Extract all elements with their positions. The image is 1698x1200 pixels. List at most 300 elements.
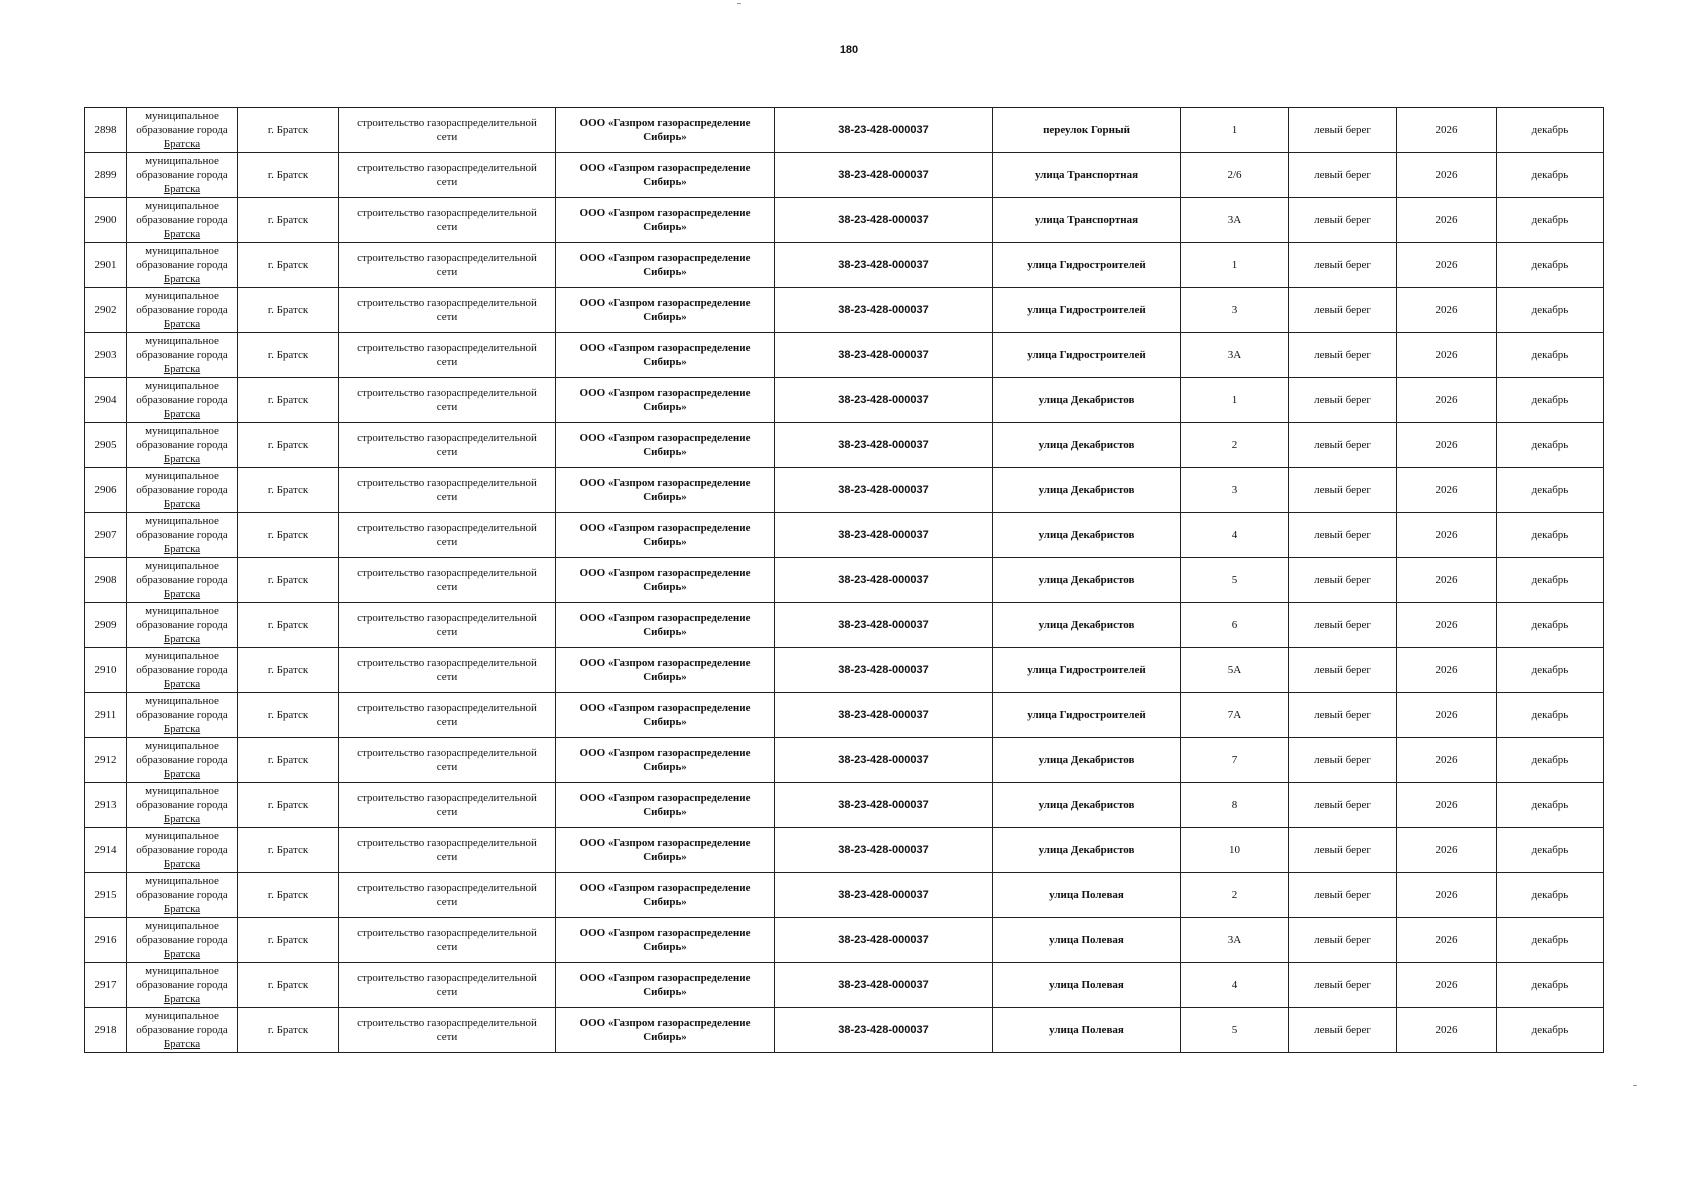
organization-cell [556, 243, 775, 288]
work-type-line: сети [436, 761, 458, 773]
work-type-line: сети [436, 536, 458, 548]
year-cell: 2026 [1397, 423, 1497, 468]
municipality-line: Братска [163, 858, 201, 870]
municipality-cell [127, 963, 238, 1008]
organization-line: Сибирь» [643, 851, 687, 863]
organization-line: Сибирь» [643, 986, 687, 998]
house-number-cell: 3 [1181, 468, 1289, 513]
work-type-line: строительство газораспределительной [357, 792, 537, 804]
municipality-line: муниципальное [145, 875, 219, 887]
municipality-cell [127, 693, 238, 738]
row-number: 2906 [85, 468, 127, 513]
work-type-line: строительство газораспределительной [357, 657, 537, 669]
organization-line: Сибирь» [643, 401, 687, 413]
municipality-cell [127, 468, 238, 513]
bank-cell: левый берег [1289, 918, 1397, 963]
organization-line: Сибирь» [643, 806, 687, 818]
organization-line: Сибирь» [643, 761, 687, 773]
bank-cell: левый берег [1289, 288, 1397, 333]
scan-speck [1633, 1085, 1637, 1086]
house-number-cell: 1 [1181, 378, 1289, 423]
city-cell: г. Братск [238, 513, 339, 558]
object-code-cell: 38-23-428-000037 [775, 468, 993, 513]
month-cell: декабрь [1497, 918, 1604, 963]
work-type-line: сети [436, 806, 458, 818]
table-row [85, 513, 1604, 558]
city-cell: г. Братск [238, 423, 339, 468]
organization-line: Сибирь» [643, 626, 687, 638]
work-type-line: сети [436, 896, 458, 908]
organization-cell [556, 873, 775, 918]
page-number: 180 [839, 44, 859, 56]
house-number-cell: 6 [1181, 603, 1289, 648]
work-type-line: сети [436, 941, 458, 953]
bank-cell: левый берег [1289, 423, 1397, 468]
work-type-line: строительство газораспределительной [357, 567, 537, 579]
organization-cell [556, 1008, 775, 1053]
street-cell: улица Декабристов [993, 558, 1181, 603]
table-row [85, 558, 1604, 603]
house-number-cell: 4 [1181, 963, 1289, 1008]
table-row [85, 828, 1604, 873]
municipality-line: муниципальное [145, 560, 219, 572]
month-cell: декабрь [1497, 333, 1604, 378]
work-type-line: сети [436, 581, 458, 593]
year-cell: 2026 [1397, 918, 1497, 963]
street-cell: улица Декабристов [993, 423, 1181, 468]
month-cell: декабрь [1497, 513, 1604, 558]
bank-cell: левый берег [1289, 828, 1397, 873]
bank-cell: левый берег [1289, 333, 1397, 378]
row-number: 2918 [85, 1008, 127, 1053]
year-cell: 2026 [1397, 288, 1497, 333]
row-number: 2915 [85, 873, 127, 918]
municipality-line: Братска [163, 768, 201, 780]
month-cell: декабрь [1497, 783, 1604, 828]
month-cell: декабрь [1497, 828, 1604, 873]
house-number-cell: 1 [1181, 108, 1289, 153]
street-cell: улица Декабристов [993, 783, 1181, 828]
year-cell: 2026 [1397, 558, 1497, 603]
work-type-line: строительство газораспределительной [357, 882, 537, 894]
municipality-line: Братска [163, 318, 201, 330]
house-number-cell: 2 [1181, 873, 1289, 918]
organization-cell [556, 828, 775, 873]
month-cell: декабрь [1497, 693, 1604, 738]
year-cell: 2026 [1397, 828, 1497, 873]
organization-cell [556, 333, 775, 378]
organization-line: ООО «Газпром газораспределение [579, 522, 751, 534]
table-row [85, 873, 1604, 918]
municipality-line: Братска [163, 903, 201, 915]
object-code-cell: 38-23-428-000037 [775, 1008, 993, 1053]
municipality-line: муниципальное [145, 515, 219, 527]
object-code-cell: 38-23-428-000037 [775, 603, 993, 648]
month-cell: декабрь [1497, 288, 1604, 333]
table-row [85, 648, 1604, 693]
bank-cell: левый берег [1289, 513, 1397, 558]
city-cell: г. Братск [238, 198, 339, 243]
municipality-line: Братска [163, 273, 201, 285]
row-number: 2913 [85, 783, 127, 828]
organization-cell [556, 603, 775, 648]
organization-line: ООО «Газпром газораспределение [579, 207, 751, 219]
city-cell: г. Братск [238, 1008, 339, 1053]
city-cell: г. Братск [238, 648, 339, 693]
municipality-line: образование города [136, 574, 228, 586]
house-number-cell: 4 [1181, 513, 1289, 558]
house-number-cell: 2/6 [1181, 153, 1289, 198]
work-type-cell [339, 963, 556, 1008]
work-type-cell [339, 198, 556, 243]
object-code-cell: 38-23-428-000037 [775, 828, 993, 873]
work-type-line: сети [436, 311, 458, 323]
work-type-cell [339, 288, 556, 333]
organization-line: Сибирь» [643, 536, 687, 548]
municipality-line: муниципальное [145, 965, 219, 977]
municipality-line: Братска [163, 138, 201, 150]
row-number: 2911 [85, 693, 127, 738]
work-type-line: сети [436, 221, 458, 233]
work-type-line: сети [436, 851, 458, 863]
municipality-cell [127, 1008, 238, 1053]
municipality-line: Братска [163, 993, 201, 1005]
house-number-cell: 5 [1181, 558, 1289, 603]
work-type-line: строительство газораспределительной [357, 252, 537, 264]
organization-line: Сибирь» [643, 311, 687, 323]
bank-cell: левый берег [1289, 603, 1397, 648]
work-type-line: строительство газораспределительной [357, 477, 537, 489]
organization-line: ООО «Газпром газораспределение [579, 702, 751, 714]
municipality-line: муниципальное [145, 470, 219, 482]
organization-line: ООО «Газпром газораспределение [579, 792, 751, 804]
bank-cell: левый берег [1289, 243, 1397, 288]
year-cell: 2026 [1397, 603, 1497, 648]
municipality-line: Братска [163, 723, 201, 735]
city-cell: г. Братск [238, 918, 339, 963]
object-code-cell: 38-23-428-000037 [775, 738, 993, 783]
street-cell: улица Гидростроителей [993, 648, 1181, 693]
year-cell: 2026 [1397, 243, 1497, 288]
bank-cell: левый берег [1289, 648, 1397, 693]
municipality-line: муниципальное [145, 425, 219, 437]
organization-cell [556, 108, 775, 153]
row-number: 2910 [85, 648, 127, 693]
city-cell: г. Братск [238, 963, 339, 1008]
row-number: 2901 [85, 243, 127, 288]
month-cell: декабрь [1497, 963, 1604, 1008]
work-type-cell [339, 603, 556, 648]
registry-table [84, 107, 1604, 1053]
street-cell: улица Полевая [993, 963, 1181, 1008]
municipality-cell [127, 333, 238, 378]
municipality-line: образование города [136, 619, 228, 631]
organization-line: Сибирь» [643, 266, 687, 278]
row-number: 2902 [85, 288, 127, 333]
city-cell: г. Братск [238, 873, 339, 918]
city-cell: г. Братск [238, 288, 339, 333]
work-type-line: сети [436, 446, 458, 458]
table-row [85, 333, 1604, 378]
house-number-cell: 3А [1181, 198, 1289, 243]
bank-cell: левый берег [1289, 378, 1397, 423]
municipality-line: Братска [163, 498, 201, 510]
municipality-cell [127, 153, 238, 198]
organization-cell [556, 918, 775, 963]
year-cell: 2026 [1397, 198, 1497, 243]
municipality-cell [127, 378, 238, 423]
municipality-line: образование города [136, 124, 228, 136]
organization-cell [556, 648, 775, 693]
work-type-cell [339, 423, 556, 468]
work-type-cell [339, 378, 556, 423]
municipality-line: образование города [136, 709, 228, 721]
table-row [85, 243, 1604, 288]
municipality-cell [127, 648, 238, 693]
organization-line: Сибирь» [643, 356, 687, 368]
municipality-line: Братска [163, 363, 201, 375]
municipality-line: Братска [163, 408, 201, 420]
row-number: 2904 [85, 378, 127, 423]
street-cell: улица Декабристов [993, 378, 1181, 423]
month-cell: декабрь [1497, 423, 1604, 468]
organization-cell [556, 198, 775, 243]
house-number-cell: 7 [1181, 738, 1289, 783]
city-cell: г. Братск [238, 243, 339, 288]
municipality-line: Братска [163, 588, 201, 600]
work-type-line: сети [436, 176, 458, 188]
year-cell: 2026 [1397, 513, 1497, 558]
work-type-cell [339, 1008, 556, 1053]
organization-line: ООО «Газпром газораспределение [579, 882, 751, 894]
bank-cell: левый берег [1289, 1008, 1397, 1053]
street-cell: улица Декабристов [993, 513, 1181, 558]
work-type-line: строительство газораспределительной [357, 747, 537, 759]
object-code-cell: 38-23-428-000037 [775, 153, 993, 198]
street-cell: улица Полевая [993, 918, 1181, 963]
city-cell: г. Братск [238, 828, 339, 873]
organization-line: ООО «Газпром газораспределение [579, 567, 751, 579]
work-type-line: строительство газораспределительной [357, 837, 537, 849]
work-type-cell [339, 918, 556, 963]
municipality-cell [127, 243, 238, 288]
organization-line: Сибирь» [643, 446, 687, 458]
table-row [85, 1008, 1604, 1053]
municipality-line: образование города [136, 349, 228, 361]
house-number-cell: 1 [1181, 243, 1289, 288]
object-code-cell: 38-23-428-000037 [775, 873, 993, 918]
bank-cell: левый берег [1289, 108, 1397, 153]
year-cell: 2026 [1397, 693, 1497, 738]
object-code-cell: 38-23-428-000037 [775, 423, 993, 468]
municipality-line: муниципальное [145, 830, 219, 842]
municipality-line: Братска [163, 633, 201, 645]
street-cell: улица Полевая [993, 873, 1181, 918]
work-type-cell [339, 648, 556, 693]
municipality-line: муниципальное [145, 920, 219, 932]
organization-line: ООО «Газпром газораспределение [579, 342, 751, 354]
year-cell: 2026 [1397, 783, 1497, 828]
municipality-line: муниципальное [145, 785, 219, 797]
registry-table-body [85, 108, 1604, 1053]
city-cell: г. Братск [238, 738, 339, 783]
organization-cell [556, 783, 775, 828]
bank-cell: левый берег [1289, 468, 1397, 513]
municipality-line: муниципальное [145, 155, 219, 167]
organization-line: ООО «Газпром газораспределение [579, 927, 751, 939]
organization-cell [556, 153, 775, 198]
street-cell: улица Полевая [993, 1008, 1181, 1053]
work-type-line: строительство газораспределительной [357, 342, 537, 354]
table-row [85, 378, 1604, 423]
table-row [85, 288, 1604, 333]
city-cell: г. Братск [238, 783, 339, 828]
organization-line: ООО «Газпром газораспределение [579, 612, 751, 624]
organization-line: ООО «Газпром газораспределение [579, 252, 751, 264]
organization-line: ООО «Газпром газораспределение [579, 747, 751, 759]
work-type-line: сети [436, 986, 458, 998]
municipality-line: Братска [163, 228, 201, 240]
house-number-cell: 3А [1181, 918, 1289, 963]
table-row [85, 783, 1604, 828]
street-cell: переулок Горный [993, 108, 1181, 153]
bank-cell: левый берег [1289, 873, 1397, 918]
year-cell: 2026 [1397, 378, 1497, 423]
work-type-cell [339, 513, 556, 558]
municipality-line: Братска [163, 543, 201, 555]
table-row [85, 108, 1604, 153]
street-cell: улица Транспортная [993, 198, 1181, 243]
table-row [85, 468, 1604, 513]
street-cell: улица Декабристов [993, 603, 1181, 648]
municipality-line: Братска [163, 813, 201, 825]
work-type-line: сети [436, 671, 458, 683]
organization-line: ООО «Газпром газораспределение [579, 117, 751, 129]
organization-cell [556, 693, 775, 738]
municipality-line: Братска [163, 678, 201, 690]
row-number: 2912 [85, 738, 127, 783]
organization-line: Сибирь» [643, 1031, 687, 1043]
city-cell: г. Братск [238, 378, 339, 423]
work-type-line: строительство газораспределительной [357, 207, 537, 219]
table-row [85, 693, 1604, 738]
street-cell: улица Гидростроителей [993, 333, 1181, 378]
organization-line: ООО «Газпром газораспределение [579, 972, 751, 984]
municipality-cell [127, 558, 238, 603]
work-type-line: сети [436, 716, 458, 728]
work-type-line: строительство газораспределительной [357, 117, 537, 129]
work-type-cell [339, 738, 556, 783]
object-code-cell: 38-23-428-000037 [775, 333, 993, 378]
municipality-line: муниципальное [145, 740, 219, 752]
month-cell: декабрь [1497, 1008, 1604, 1053]
month-cell: декабрь [1497, 378, 1604, 423]
row-number: 2909 [85, 603, 127, 648]
work-type-cell [339, 873, 556, 918]
row-number: 2917 [85, 963, 127, 1008]
bank-cell: левый берег [1289, 198, 1397, 243]
municipality-line: Братска [163, 1038, 201, 1050]
municipality-line: муниципальное [145, 245, 219, 257]
month-cell: декабрь [1497, 603, 1604, 648]
table-row [85, 603, 1604, 648]
municipality-line: образование города [136, 214, 228, 226]
work-type-line: строительство газораспределительной [357, 432, 537, 444]
row-number: 2907 [85, 513, 127, 558]
table-row [85, 738, 1604, 783]
street-cell: улица Декабристов [993, 738, 1181, 783]
object-code-cell: 38-23-428-000037 [775, 918, 993, 963]
work-type-line: строительство газораспределительной [357, 162, 537, 174]
organization-line: ООО «Газпром газораспределение [579, 297, 751, 309]
object-code-cell: 38-23-428-000037 [775, 378, 993, 423]
year-cell: 2026 [1397, 108, 1497, 153]
work-type-line: строительство газораспределительной [357, 702, 537, 714]
municipality-line: образование города [136, 304, 228, 316]
organization-line: Сибирь» [643, 176, 687, 188]
table-row [85, 198, 1604, 243]
municipality-line: муниципальное [145, 110, 219, 122]
municipality-line: муниципальное [145, 605, 219, 617]
bank-cell: левый берег [1289, 783, 1397, 828]
month-cell: декабрь [1497, 468, 1604, 513]
work-type-cell [339, 468, 556, 513]
work-type-line: сети [436, 491, 458, 503]
organization-cell [556, 378, 775, 423]
municipality-line: муниципальное [145, 1010, 219, 1022]
street-cell: улица Декабристов [993, 828, 1181, 873]
street-cell: улица Транспортная [993, 153, 1181, 198]
row-number: 2916 [85, 918, 127, 963]
municipality-line: образование города [136, 844, 228, 856]
house-number-cell: 10 [1181, 828, 1289, 873]
house-number-cell: 5А [1181, 648, 1289, 693]
year-cell: 2026 [1397, 153, 1497, 198]
municipality-cell [127, 288, 238, 333]
organization-cell [556, 288, 775, 333]
month-cell: декабрь [1497, 108, 1604, 153]
house-number-cell: 5 [1181, 1008, 1289, 1053]
house-number-cell: 2 [1181, 423, 1289, 468]
organization-cell [556, 468, 775, 513]
city-cell: г. Братск [238, 153, 339, 198]
work-type-line: сети [436, 131, 458, 143]
municipality-cell [127, 738, 238, 783]
object-code-cell: 38-23-428-000037 [775, 288, 993, 333]
object-code-cell: 38-23-428-000037 [775, 963, 993, 1008]
table-row [85, 423, 1604, 468]
municipality-line: муниципальное [145, 650, 219, 662]
municipality-line: образование города [136, 529, 228, 541]
municipality-line: образование города [136, 664, 228, 676]
organization-line: Сибирь» [643, 941, 687, 953]
month-cell: декабрь [1497, 198, 1604, 243]
municipality-cell [127, 513, 238, 558]
municipality-line: Братска [163, 183, 201, 195]
municipality-line: муниципальное [145, 380, 219, 392]
object-code-cell: 38-23-428-000037 [775, 558, 993, 603]
organization-line: ООО «Газпром газораспределение [579, 432, 751, 444]
organization-line: Сибирь» [643, 491, 687, 503]
street-cell: улица Гидростроителей [993, 693, 1181, 738]
table-row [85, 918, 1604, 963]
organization-cell [556, 513, 775, 558]
work-type-cell [339, 828, 556, 873]
municipality-cell [127, 108, 238, 153]
year-cell: 2026 [1397, 1008, 1497, 1053]
street-cell: улица Гидростроителей [993, 288, 1181, 333]
work-type-cell [339, 558, 556, 603]
